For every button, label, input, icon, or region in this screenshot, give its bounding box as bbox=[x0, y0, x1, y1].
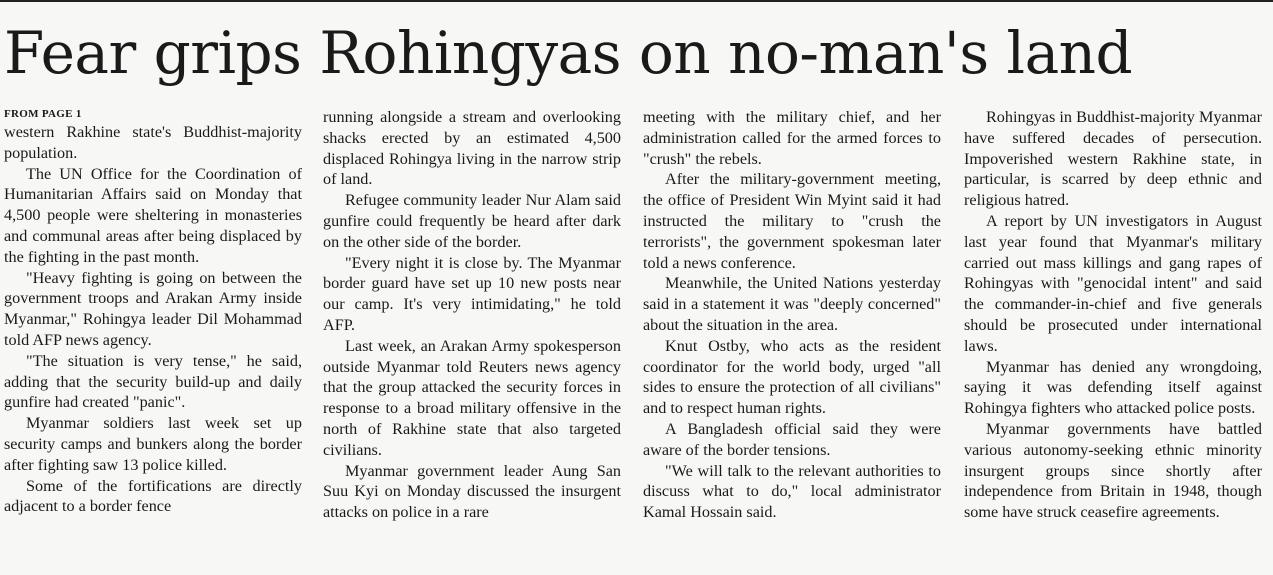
paragraph: Meanwhile, the United Nations yesterday said in a statement it was "deeply concerned" about the situation in the area. bbox=[643, 274, 941, 334]
paragraph: The UN Office for the Coordination of Humanitarian Affairs said on Monday that 4,500 people were sheltering in monasteries and communal areas after being displaced by the fighting in the past month. bbox=[4, 164, 302, 266]
paragraph: Myanmar soldiers last week set up security camps and bunkers along the border after fighting saw 13 police killed. bbox=[4, 414, 302, 474]
paragraph: Myanmar has denied any wrongdoing, saying it was defending itself against Rohingya fighters who attacked police posts. bbox=[964, 357, 1262, 418]
paragraph: "We will talk to the relevant authorities to discuss what to do," local administrator Kamal Hossain said. bbox=[643, 461, 941, 522]
paragraph: "Heavy fighting is going on between the government troops and Arakan Army inside Myanmar," Rohingya leader Dil Mohammad told AFP news agency. bbox=[4, 268, 302, 349]
headline: Fear grips Rohingyas on no-man's land bbox=[4, 19, 1133, 87]
paragraph: "The situation is very tense," he said, adding that the security build-up and daily gunfire had created "panic". bbox=[4, 351, 302, 412]
paragraph: Rohingyas in Buddhist-majority Myanmar have suffered decades of persecution. Impoverished western Rakhine state, in particular, is scarred by deep ethnic and religious hatred. bbox=[964, 108, 1262, 210]
paragraph: After the military-government meeting, the office of President Win Myint said it had instructed the military to "crush the terrorists", the government spokesman later told a news conference. bbox=[643, 170, 941, 272]
paragraph: running alongside a stream and overlooking shacks erected by an estimated 4,500 displaced Rohingya living in the narrow strip of land. bbox=[323, 108, 621, 189]
paragraph: Myanmar governments have battled various autonomy-seeking ethnic minority insurgent groups since shortly after independence from Britain in 1948, though some have struck ceasefire agreements. bbox=[964, 419, 1262, 522]
top-rule bbox=[0, 0, 1273, 2]
paragraph: Knut Ostby, who acts as the resident coordinator for the world body, urged "all sides to ensure the protection of all civilians" and to respect human rights. bbox=[643, 336, 941, 418]
column-2 bbox=[323, 107, 621, 575]
paragraph: Myanmar government leader Aung San Suu Kyi on Monday discussed the insurgent attacks on police in a rare bbox=[323, 461, 621, 522]
paragraph: A Bangladesh official said they were aware of the border tensions. bbox=[643, 419, 941, 459]
paragraph: Some of the fortifications are directly adjacent to a border fence bbox=[4, 476, 302, 516]
paragraph: "Every night it is close by. The Myanmar border guard have set up 10 new posts near our camp. It's very intimidating," he told AFP. bbox=[323, 253, 621, 334]
column-3 bbox=[643, 107, 941, 575]
paragraph: Refugee community leader Nur Alam said gunfire could frequently be heard after dark on the other side of the border. bbox=[323, 191, 621, 251]
paragraph: A report by UN investigators in August last year found that Myanmar's military carried out mass killings and gang rapes of Rohingyas with "genocidal intent" and said the commander-in-chief and five generals should be prosecuted under international laws. bbox=[964, 211, 1262, 355]
paragraph: meeting with the military chief, and her administration called for the armed forces to "crush" the rebels. bbox=[643, 108, 941, 168]
paragraph: Last week, an Arakan Army spokesperson outside Myanmar told Reuters news agency that the group attacked the security forces in response to a broad military offensive in the north of Rakhine state that also targeted civilians. bbox=[323, 336, 621, 459]
paragraph: western Rakhine state's Buddhist-majority population. bbox=[4, 123, 302, 162]
column-4 bbox=[964, 107, 1262, 575]
article-body bbox=[0, 107, 1273, 575]
column-1 bbox=[4, 107, 302, 575]
from-page-label: FROM PAGE 1 bbox=[4, 108, 82, 120]
